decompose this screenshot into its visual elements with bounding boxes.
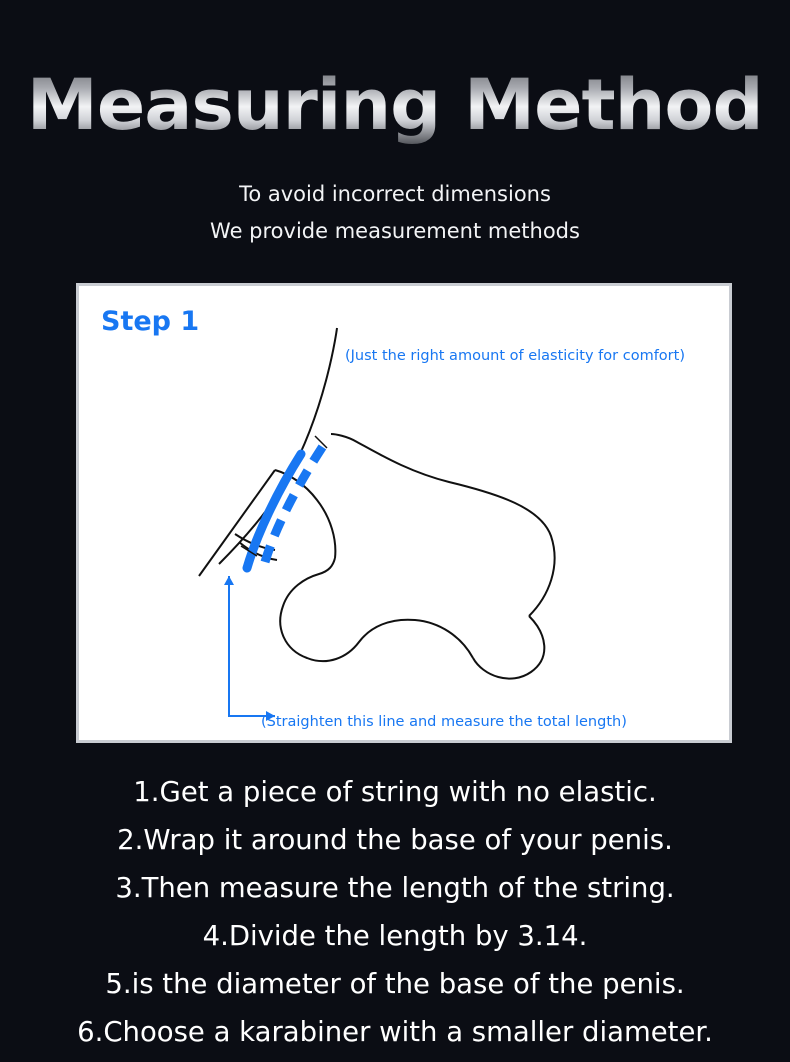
page-title: Measuring Method — [27, 64, 763, 146]
subtitle-line-2: We provide measurement methods — [210, 219, 580, 243]
elasticity-note: (Just the right amount of elasticity for comfort) — [345, 348, 685, 364]
instruction-item: 4.Divide the length by 3.14. — [202, 920, 588, 952]
total-length-note: (Straighten this line and measure the total length) — [261, 714, 627, 730]
instruction-item: 1.Get a piece of string with no elastic. — [133, 776, 657, 808]
step-illustration-card — [76, 283, 732, 743]
instructions-list — [0, 768, 790, 1056]
page-title-container — [0, 66, 790, 144]
instruction-item: 5.is the diameter of the base of the penis. — [105, 968, 685, 1000]
instruction-item: 6.Choose a karabiner with a smaller diameter. — [77, 1016, 713, 1048]
instruction-item: 3.Then measure the length of the string. — [115, 872, 675, 904]
subtitle-line-1: To avoid incorrect dimensions — [239, 182, 551, 206]
subtitle-container — [0, 176, 790, 250]
instruction-item: 2.Wrap it around the base of your penis. — [117, 824, 673, 856]
step-number-label: Step 1 — [101, 306, 200, 337]
